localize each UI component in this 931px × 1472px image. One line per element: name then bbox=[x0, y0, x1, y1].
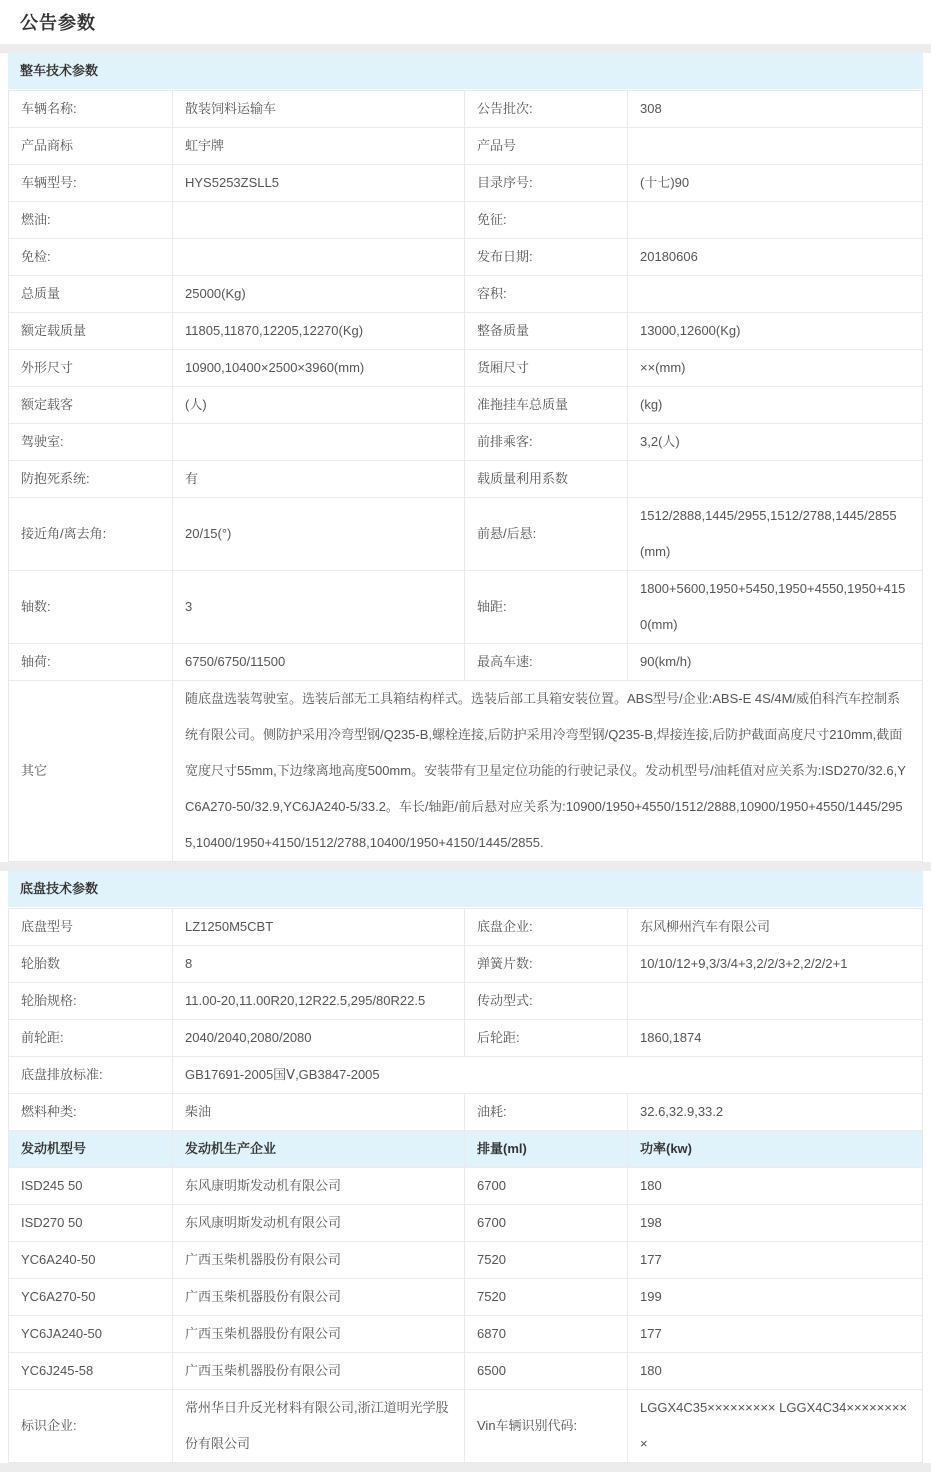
cell-text: ××(mm) bbox=[640, 360, 686, 375]
chassis-params-table bbox=[8, 908, 923, 1463]
cell-text: 32.6,32.9,33.2 bbox=[640, 1104, 724, 1119]
param-value bbox=[172, 461, 464, 497]
cell-text: 准拖挂车总质量 bbox=[477, 397, 569, 412]
cell-text: 底盘企业: bbox=[477, 919, 533, 934]
param-label bbox=[464, 91, 627, 127]
cell-text: 底盘型号 bbox=[21, 919, 74, 934]
cell-text: 公告批次: bbox=[477, 101, 533, 116]
title-bar bbox=[0, 0, 931, 44]
param-value bbox=[627, 128, 922, 164]
param-label bbox=[9, 239, 172, 275]
param-label bbox=[464, 276, 627, 312]
cell-text: 7520 bbox=[477, 1252, 506, 1267]
param-value bbox=[172, 313, 464, 349]
cell-text: 功率(kw) bbox=[640, 1141, 693, 1156]
table-row bbox=[9, 1242, 922, 1279]
param-value bbox=[627, 239, 922, 275]
cell-text: LZ1250M5CBT bbox=[185, 919, 274, 934]
cell-text: 目录序号: bbox=[477, 175, 533, 190]
cell-text: YC6A240-50 bbox=[21, 1252, 96, 1267]
table-row bbox=[9, 1390, 922, 1462]
param-value bbox=[627, 461, 922, 497]
cell-text: 前悬/后悬: bbox=[477, 526, 537, 541]
table-row bbox=[9, 202, 922, 239]
param-value bbox=[172, 91, 464, 127]
cell-text: 轴荷: bbox=[21, 654, 51, 669]
param-label bbox=[464, 983, 627, 1019]
table-row bbox=[9, 91, 922, 128]
section-header-vehicle: 整车技术参数 bbox=[8, 53, 923, 89]
cell-text: 11.00-20,11.00R20,12R22.5,295/80R22.5 bbox=[185, 993, 426, 1008]
cell-text: 随底盘选装驾驶室。选装后部无工具箱结构样式。选装后部工具箱安装位置。ABS型号/企业:ABS-E 4S/4M/威伯科汽车控制系统有限公司。侧防护采用冷弯型钢/Q235-B,螺栓连接,后防护采用冷弯型钢/Q235-B,焊接连接,后防护截面高度尺寸210mm,截面宽度尺寸55mm,下边缘离地高度500mm。安装带有卫星定位功能的行驶记录仪。发动机型号/油耗值对应关系为:ISD270/32.6,YC6A270-50/32.9,YC6JA240-5/33.2。车长/轴距/前后悬对应关系为:10900/1950+4550/1512/2888,10900/1950+4550/1445/2955,10400/1950+4150/1512/2788,10400/1950+4150/1445/2855. bbox=[185, 691, 906, 850]
engine-cell bbox=[9, 1316, 172, 1352]
param-value bbox=[627, 946, 922, 982]
param-label bbox=[464, 1094, 627, 1130]
engine-cell bbox=[464, 1168, 627, 1204]
table-row bbox=[9, 128, 922, 165]
param-value bbox=[172, 387, 464, 423]
cell-text: 20/15(°) bbox=[185, 526, 232, 541]
param-label bbox=[9, 424, 172, 460]
param-label bbox=[9, 165, 172, 201]
cell-text: 底盘排放标准: bbox=[21, 1067, 103, 1082]
cell-text: 10900,10400×2500×3960(mm) bbox=[185, 360, 365, 375]
cell-text: 车辆名称: bbox=[21, 101, 77, 116]
cell-text: 6700 bbox=[477, 1178, 506, 1193]
engine-cell bbox=[172, 1168, 464, 1204]
param-label bbox=[9, 91, 172, 127]
param-value bbox=[627, 165, 922, 201]
cell-text: 标识企业: bbox=[21, 1418, 77, 1433]
engine-cell bbox=[172, 1353, 464, 1389]
cell-text: 东风康明斯发动机有限公司 bbox=[185, 1215, 342, 1230]
engine-cell bbox=[9, 1168, 172, 1204]
engine-cell bbox=[627, 1205, 922, 1241]
param-label bbox=[9, 1057, 172, 1093]
table-row bbox=[9, 946, 922, 983]
param-label bbox=[9, 202, 172, 238]
engine-cell bbox=[627, 1279, 922, 1315]
section-divider bbox=[0, 862, 931, 871]
table-row bbox=[9, 1168, 922, 1205]
param-label bbox=[464, 350, 627, 386]
section-vehicle-params bbox=[8, 53, 923, 862]
cell-text: HYS5253ZSLL5 bbox=[185, 175, 279, 190]
cell-text: 传动型式: bbox=[477, 993, 533, 1008]
table-row bbox=[9, 983, 922, 1020]
param-value bbox=[172, 165, 464, 201]
cell-text: 额定载客 bbox=[21, 397, 74, 412]
param-label bbox=[9, 1094, 172, 1130]
cell-text: 2040/2040,2080/2080 bbox=[185, 1030, 312, 1045]
cell-text: YC6JA240-50 bbox=[21, 1326, 102, 1341]
cell-text: 90(km/h) bbox=[640, 654, 692, 669]
cell-text: 东风柳州汽车有限公司 bbox=[640, 919, 771, 934]
param-value bbox=[172, 424, 464, 460]
cell-text: 广西玉柴机器股份有限公司 bbox=[185, 1326, 342, 1341]
cell-text: 308 bbox=[640, 101, 662, 116]
table-row bbox=[9, 681, 922, 861]
engine-cell bbox=[464, 1353, 627, 1389]
table-row bbox=[9, 350, 922, 387]
param-label bbox=[9, 1390, 172, 1462]
cell-text: 有 bbox=[185, 471, 199, 486]
table-row bbox=[9, 498, 922, 571]
engine-table-header-row bbox=[9, 1131, 922, 1168]
cell-text: 弹簧片数: bbox=[477, 956, 533, 971]
param-label bbox=[9, 909, 172, 945]
param-value bbox=[172, 946, 464, 982]
param-value bbox=[627, 350, 922, 386]
table-row bbox=[9, 387, 922, 424]
cell-text: 东风康明斯发动机有限公司 bbox=[185, 1178, 342, 1193]
param-value bbox=[172, 644, 464, 680]
cell-text: 20180606 bbox=[640, 249, 698, 264]
engine-cell bbox=[9, 1279, 172, 1315]
engine-column-header bbox=[9, 1131, 172, 1167]
cell-text: 10/10/12+9,3/3/4+3,2/2/3+2,2/2/2+1 bbox=[640, 956, 848, 971]
param-label bbox=[9, 387, 172, 423]
engine-cell bbox=[464, 1205, 627, 1241]
cell-text: 轮胎规格: bbox=[21, 993, 77, 1008]
cell-text: 总质量 bbox=[21, 286, 61, 301]
param-value bbox=[172, 571, 464, 643]
cell-text: 产品商标 bbox=[21, 138, 74, 153]
cell-text: 载质量利用系数 bbox=[477, 471, 569, 486]
param-value bbox=[172, 983, 464, 1019]
param-value bbox=[627, 387, 922, 423]
engine-column-header bbox=[172, 1131, 464, 1167]
param-label bbox=[464, 1390, 627, 1462]
cell-text: 6700 bbox=[477, 1215, 506, 1230]
table-row bbox=[9, 424, 922, 461]
param-label bbox=[9, 946, 172, 982]
section-chassis-params bbox=[8, 871, 923, 1463]
cell-text: ISD245 50 bbox=[21, 1178, 83, 1193]
cell-text: 免征: bbox=[477, 212, 507, 227]
cell-text: 燃料种类: bbox=[21, 1104, 77, 1119]
param-label bbox=[9, 276, 172, 312]
cell-text: 6500 bbox=[477, 1363, 506, 1378]
cell-text: 驾驶室: bbox=[21, 434, 64, 449]
cell-text: 免检: bbox=[21, 249, 51, 264]
param-label bbox=[9, 350, 172, 386]
param-value bbox=[627, 1390, 922, 1462]
cell-text: ISD270 50 bbox=[21, 1215, 83, 1230]
cell-text: 广西玉柴机器股份有限公司 bbox=[185, 1363, 342, 1378]
param-value bbox=[172, 498, 464, 570]
page-title: 公告参数 bbox=[20, 13, 96, 33]
engine-cell bbox=[464, 1242, 627, 1278]
cell-text: 8 bbox=[185, 956, 193, 971]
cell-text: 排量(ml) bbox=[477, 1141, 527, 1156]
cell-text: 柴油 bbox=[185, 1104, 212, 1119]
param-label bbox=[464, 571, 627, 643]
param-label bbox=[9, 313, 172, 349]
engine-cell bbox=[464, 1279, 627, 1315]
param-label bbox=[464, 424, 627, 460]
table-row bbox=[9, 1316, 922, 1353]
cell-text: 177 bbox=[640, 1252, 662, 1267]
cell-text: YC6J245-58 bbox=[21, 1363, 94, 1378]
cell-text: 发动机型号 bbox=[21, 1141, 87, 1156]
cell-text: 198 bbox=[640, 1215, 662, 1230]
cell-text: 3 bbox=[185, 599, 193, 614]
cell-text: 发布日期: bbox=[477, 249, 533, 264]
cell-text: 180 bbox=[640, 1363, 662, 1378]
cell-text: 散装饲料运输车 bbox=[185, 101, 277, 116]
cell-text: 车辆型号: bbox=[21, 175, 77, 190]
table-row bbox=[9, 239, 922, 276]
cell-text: 轮胎数 bbox=[21, 956, 61, 971]
param-label bbox=[464, 461, 627, 497]
cell-text: 6870 bbox=[477, 1326, 506, 1341]
table-row bbox=[9, 1057, 922, 1094]
param-value bbox=[172, 1390, 464, 1462]
engine-cell bbox=[627, 1168, 922, 1204]
cell-text: 防抱死系统: bbox=[21, 471, 90, 486]
engine-cell bbox=[627, 1242, 922, 1278]
table-row bbox=[9, 313, 922, 350]
cell-text: 180 bbox=[640, 1178, 662, 1193]
param-value bbox=[627, 983, 922, 1019]
cell-text: 产品号 bbox=[477, 138, 517, 153]
cell-text: 25000(Kg) bbox=[185, 286, 246, 301]
param-label bbox=[464, 644, 627, 680]
table-row bbox=[9, 1353, 922, 1390]
param-label bbox=[9, 681, 172, 861]
param-label bbox=[464, 239, 627, 275]
cell-text: 7520 bbox=[477, 1289, 506, 1304]
cell-text: 1800+5600,1950+5450,1950+4550,1950+4150(mm) bbox=[640, 581, 906, 632]
cell-text: 发动机生产企业 bbox=[185, 1141, 277, 1156]
cell-text: 177 bbox=[640, 1326, 662, 1341]
section-divider bbox=[0, 44, 931, 53]
cell-text: 后轮距: bbox=[477, 1030, 520, 1045]
table-row bbox=[9, 1279, 922, 1316]
cell-text: 广西玉柴机器股份有限公司 bbox=[185, 1252, 342, 1267]
cell-text: 外形尺寸 bbox=[21, 360, 74, 375]
param-value bbox=[172, 276, 464, 312]
engine-cell bbox=[627, 1316, 922, 1352]
content-area bbox=[8, 53, 923, 862]
param-value bbox=[172, 909, 464, 945]
param-label bbox=[464, 387, 627, 423]
cell-text: 油耗: bbox=[477, 1104, 507, 1119]
cell-text: YC6A270-50 bbox=[21, 1289, 96, 1304]
param-value bbox=[627, 313, 922, 349]
param-label bbox=[9, 461, 172, 497]
cell-text: 整备质量 bbox=[477, 323, 530, 338]
param-value bbox=[627, 571, 922, 643]
engine-cell bbox=[172, 1242, 464, 1278]
param-label bbox=[464, 202, 627, 238]
param-value bbox=[627, 276, 922, 312]
table-row bbox=[9, 909, 922, 946]
cell-text: (kg) bbox=[640, 397, 663, 412]
cell-text: 1512/2888,1445/2955,1512/2788,1445/2855(mm) bbox=[640, 508, 897, 559]
param-label bbox=[464, 313, 627, 349]
param-label bbox=[464, 165, 627, 201]
cell-text: (人) bbox=[185, 397, 207, 412]
param-value bbox=[627, 424, 922, 460]
cell-text: 轴距: bbox=[477, 599, 507, 614]
param-label bbox=[9, 498, 172, 570]
param-value bbox=[172, 350, 464, 386]
param-value bbox=[627, 498, 922, 570]
cell-text: 前排乘客: bbox=[477, 434, 533, 449]
param-value bbox=[627, 91, 922, 127]
param-label bbox=[9, 644, 172, 680]
param-value bbox=[627, 1020, 922, 1056]
param-label bbox=[464, 498, 627, 570]
param-value bbox=[172, 239, 464, 275]
table-row bbox=[9, 165, 922, 202]
cell-text: 广西玉柴机器股份有限公司 bbox=[185, 1289, 342, 1304]
param-value bbox=[627, 202, 922, 238]
engine-cell bbox=[9, 1205, 172, 1241]
engine-column-header bbox=[464, 1131, 627, 1167]
param-label bbox=[9, 1020, 172, 1056]
param-value bbox=[627, 909, 922, 945]
param-label bbox=[9, 571, 172, 643]
engine-cell bbox=[627, 1353, 922, 1389]
cell-text: 1860,1874 bbox=[640, 1030, 702, 1045]
section-header-chassis: 底盘技术参数 bbox=[8, 871, 923, 907]
cell-text: 前轮距: bbox=[21, 1030, 64, 1045]
cell-text: 其它 bbox=[21, 763, 48, 778]
cell-text: 13000,12600(Kg) bbox=[640, 323, 741, 338]
param-label bbox=[464, 909, 627, 945]
cell-text: LGGX4C35××××××××× LGGX4C34××××××××× bbox=[640, 1400, 908, 1451]
engine-cell bbox=[9, 1242, 172, 1278]
cell-text: 接近角/离去角: bbox=[21, 526, 107, 541]
engine-cell bbox=[172, 1279, 464, 1315]
param-label bbox=[9, 983, 172, 1019]
param-label bbox=[464, 128, 627, 164]
engine-cell bbox=[9, 1353, 172, 1389]
engine-cell bbox=[172, 1205, 464, 1241]
cell-text: 轴数: bbox=[21, 599, 51, 614]
param-value bbox=[172, 202, 464, 238]
cell-text: 燃油: bbox=[21, 212, 51, 227]
param-label bbox=[464, 1020, 627, 1056]
cell-text: 6750/6750/11500 bbox=[185, 654, 286, 669]
cell-text: 199 bbox=[640, 1289, 662, 1304]
engine-cell bbox=[172, 1316, 464, 1352]
param-value bbox=[627, 644, 922, 680]
page-bottom-strip bbox=[0, 1463, 931, 1472]
vehicle-params-table bbox=[8, 90, 923, 862]
table-row bbox=[9, 644, 922, 681]
param-value bbox=[172, 1057, 922, 1093]
cell-text: 常州华日升反光材料有限公司,浙江道明光学股份有限公司 bbox=[185, 1400, 449, 1451]
table-row bbox=[9, 461, 922, 498]
cell-text: 货厢尺寸 bbox=[477, 360, 530, 375]
cell-text: GB17691-2005国Ⅴ,GB3847-2005 bbox=[185, 1067, 380, 1082]
engine-column-header bbox=[627, 1131, 922, 1167]
cell-text: Vin车辆识别代码: bbox=[477, 1418, 578, 1433]
content-area bbox=[8, 871, 923, 1463]
param-label bbox=[9, 128, 172, 164]
table-row bbox=[9, 1020, 922, 1057]
cell-text: (十七)90 bbox=[640, 175, 690, 190]
param-label bbox=[464, 946, 627, 982]
engine-cell bbox=[464, 1316, 627, 1352]
table-row bbox=[9, 1094, 922, 1131]
param-value bbox=[172, 128, 464, 164]
param-value bbox=[172, 1020, 464, 1056]
table-row bbox=[9, 1205, 922, 1242]
cell-text: 容积: bbox=[477, 286, 507, 301]
cell-text: 额定载质量 bbox=[21, 323, 87, 338]
param-value bbox=[172, 1094, 464, 1130]
table-row bbox=[9, 276, 922, 313]
cell-text: 11805,11870,12205,12270(Kg) bbox=[185, 323, 364, 338]
cell-text: 最高车速: bbox=[477, 654, 533, 669]
param-value bbox=[627, 1094, 922, 1130]
cell-text: 虹宇牌 bbox=[185, 138, 225, 153]
table-row bbox=[9, 571, 922, 644]
param-value bbox=[172, 681, 922, 861]
cell-text: 3,2(人) bbox=[640, 434, 680, 449]
